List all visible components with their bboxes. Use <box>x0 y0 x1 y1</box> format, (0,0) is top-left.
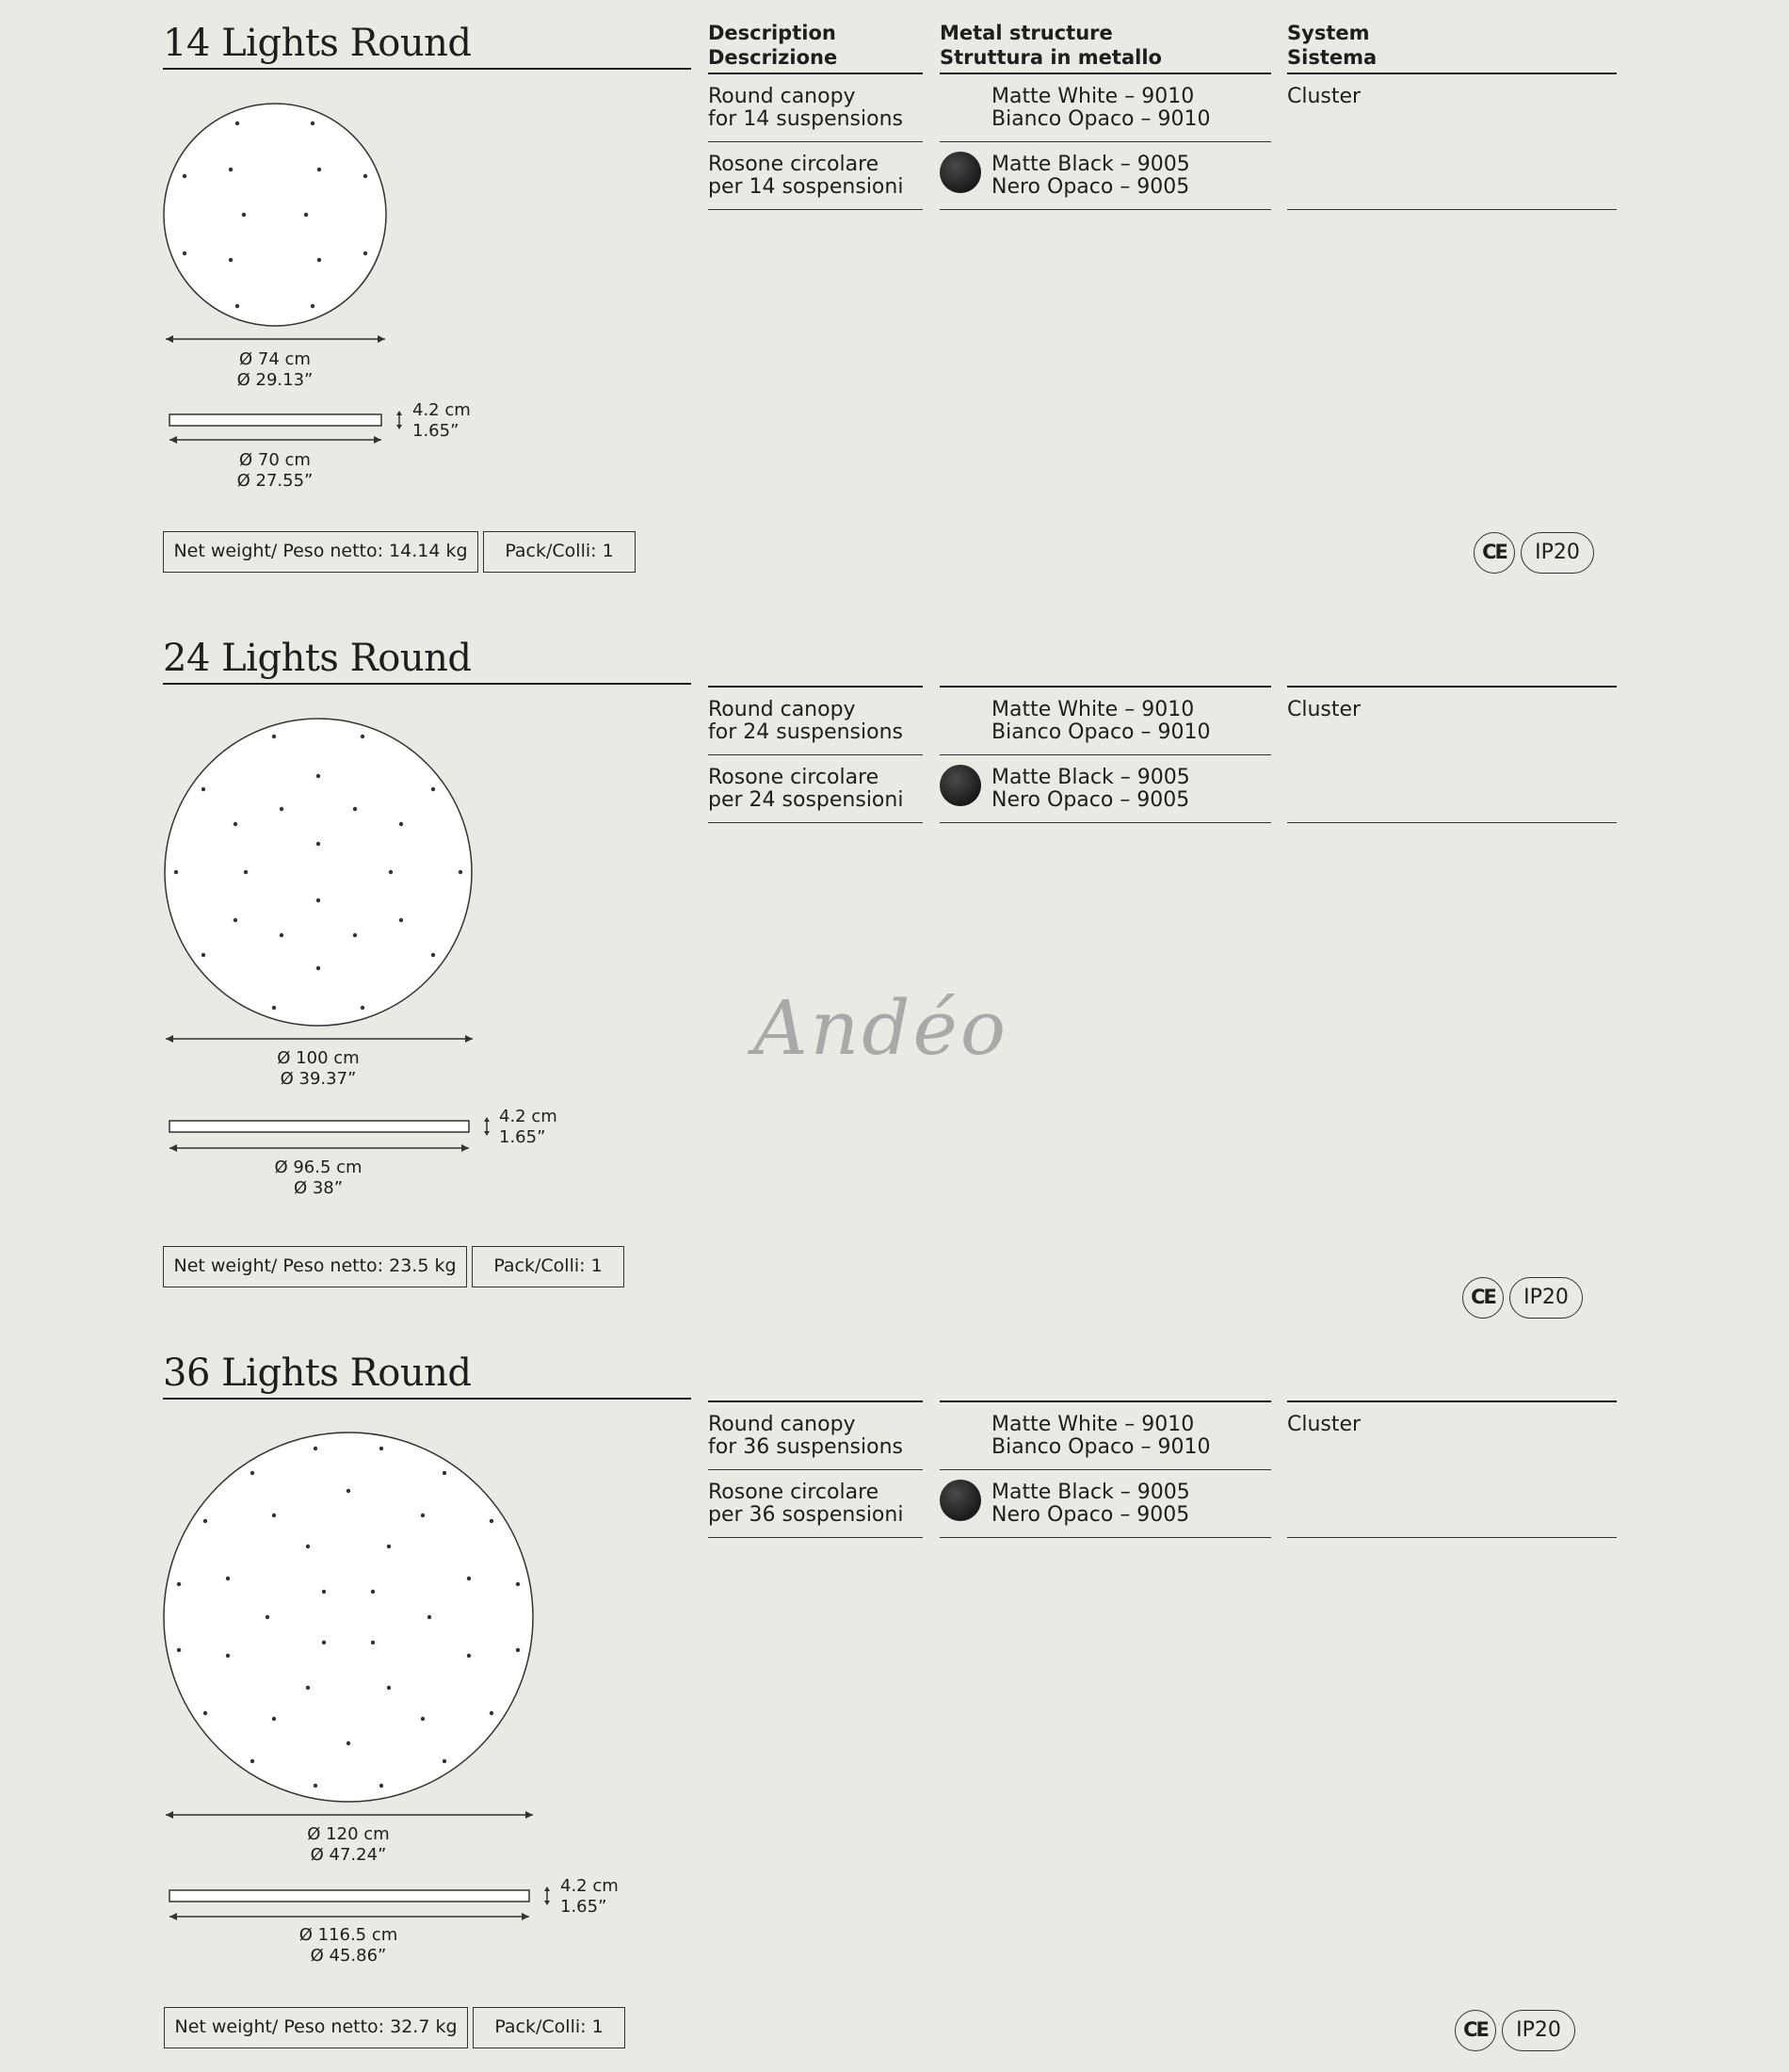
certification-badges <box>1455 2010 1577 2051</box>
finish-white: Matte White – 9010 Bianco Opaco – 9010 <box>940 1402 1271 1470</box>
finish-black: Matte Black – 9005 Nero Opaco – 9005 <box>940 142 1271 210</box>
canopy-drawing <box>0 0 659 509</box>
system-value: Cluster <box>1287 688 1617 823</box>
description-en: Round canopy for 24 suspensions <box>708 688 923 755</box>
black-swatch <box>940 1480 981 1521</box>
description-en: Round canopy for 36 suspensions <box>708 1402 923 1470</box>
net-weight-box: Net weight/ Peso netto: 32.7 kg <box>164 2007 468 2048</box>
diameter-top-label: Ø 74 cm Ø 29.13” <box>236 349 314 390</box>
height-label: 4.2 cm 1.65” <box>499 1107 557 1147</box>
description-header: Description Descrizione <box>708 21 923 74</box>
certification-badges <box>1462 1277 1585 1319</box>
watermark-logo: Andéo <box>753 984 1009 1072</box>
system-column <box>1287 21 1617 210</box>
product-title: 24 Lights Round <box>163 638 691 685</box>
ip-rating-badge: IP20 <box>1502 2010 1575 2051</box>
system-column <box>1287 1400 1617 1538</box>
description-column <box>708 686 923 823</box>
metal-column <box>940 686 1271 823</box>
finish-black: Matte Black – 9005 Nero Opaco – 9005 <box>940 1470 1271 1538</box>
black-swatch <box>940 765 981 806</box>
system-value: Cluster <box>1287 1402 1617 1538</box>
metal-column <box>940 1400 1271 1538</box>
ce-mark-icon: CE <box>1455 2010 1496 2051</box>
pack-box: Pack/Colli: 1 <box>483 531 636 573</box>
ip-rating-badge: IP20 <box>1509 1277 1583 1319</box>
description-column <box>708 1400 923 1538</box>
product-title: 14 Lights Round <box>163 23 691 70</box>
net-weight-box: Net weight/ Peso netto: 23.5 kg <box>163 1246 467 1287</box>
description-column <box>708 21 923 210</box>
finish-black: Matte Black – 9005 Nero Opaco – 9005 <box>940 755 1271 823</box>
pack-box: Pack/Colli: 1 <box>472 1246 624 1287</box>
pack-box: Pack/Colli: 1 <box>473 2007 625 2048</box>
ip-rating-badge: IP20 <box>1521 532 1594 574</box>
finish-white: Matte White – 9010 Bianco Opaco – 9010 <box>940 74 1271 142</box>
black-swatch <box>940 152 981 193</box>
diameter-top-label: Ø 120 cm Ø 47.24” <box>307 1824 390 1865</box>
description-it: Rosone circolare per 36 sospensioni <box>708 1470 923 1538</box>
ce-mark-icon: CE <box>1474 532 1515 574</box>
diameter-bottom-label: Ø 70 cm Ø 27.55” <box>236 450 314 491</box>
system-value: Cluster <box>1287 74 1617 210</box>
system-column <box>1287 686 1617 823</box>
description-it: Rosone circolare per 24 sospensioni <box>708 755 923 823</box>
diameter-top-label: Ø 100 cm Ø 39.37” <box>277 1048 360 1089</box>
finish-white: Matte White – 9010 Bianco Opaco – 9010 <box>940 688 1271 755</box>
system-header: System Sistema <box>1287 21 1617 74</box>
ce-mark-icon: CE <box>1462 1277 1504 1319</box>
canopy-drawing <box>0 615 659 1218</box>
net-weight-box: Net weight/ Peso netto: 14.14 kg <box>163 531 478 573</box>
description-en: Round canopy for 14 suspensions <box>708 74 923 142</box>
metal-header: Metal structure Struttura in metallo <box>940 21 1271 74</box>
product-title: 36 Lights Round <box>163 1352 691 1400</box>
height-label: 4.2 cm 1.65” <box>412 400 471 441</box>
metal-column <box>940 21 1271 210</box>
description-it: Rosone circolare per 14 sospensioni <box>708 142 923 210</box>
certification-badges <box>1474 532 1596 574</box>
diameter-bottom-label: Ø 96.5 cm Ø 38” <box>274 1157 363 1198</box>
height-label: 4.2 cm 1.65” <box>560 1876 619 1917</box>
diameter-bottom-label: Ø 116.5 cm Ø 45.86” <box>298 1925 398 1966</box>
